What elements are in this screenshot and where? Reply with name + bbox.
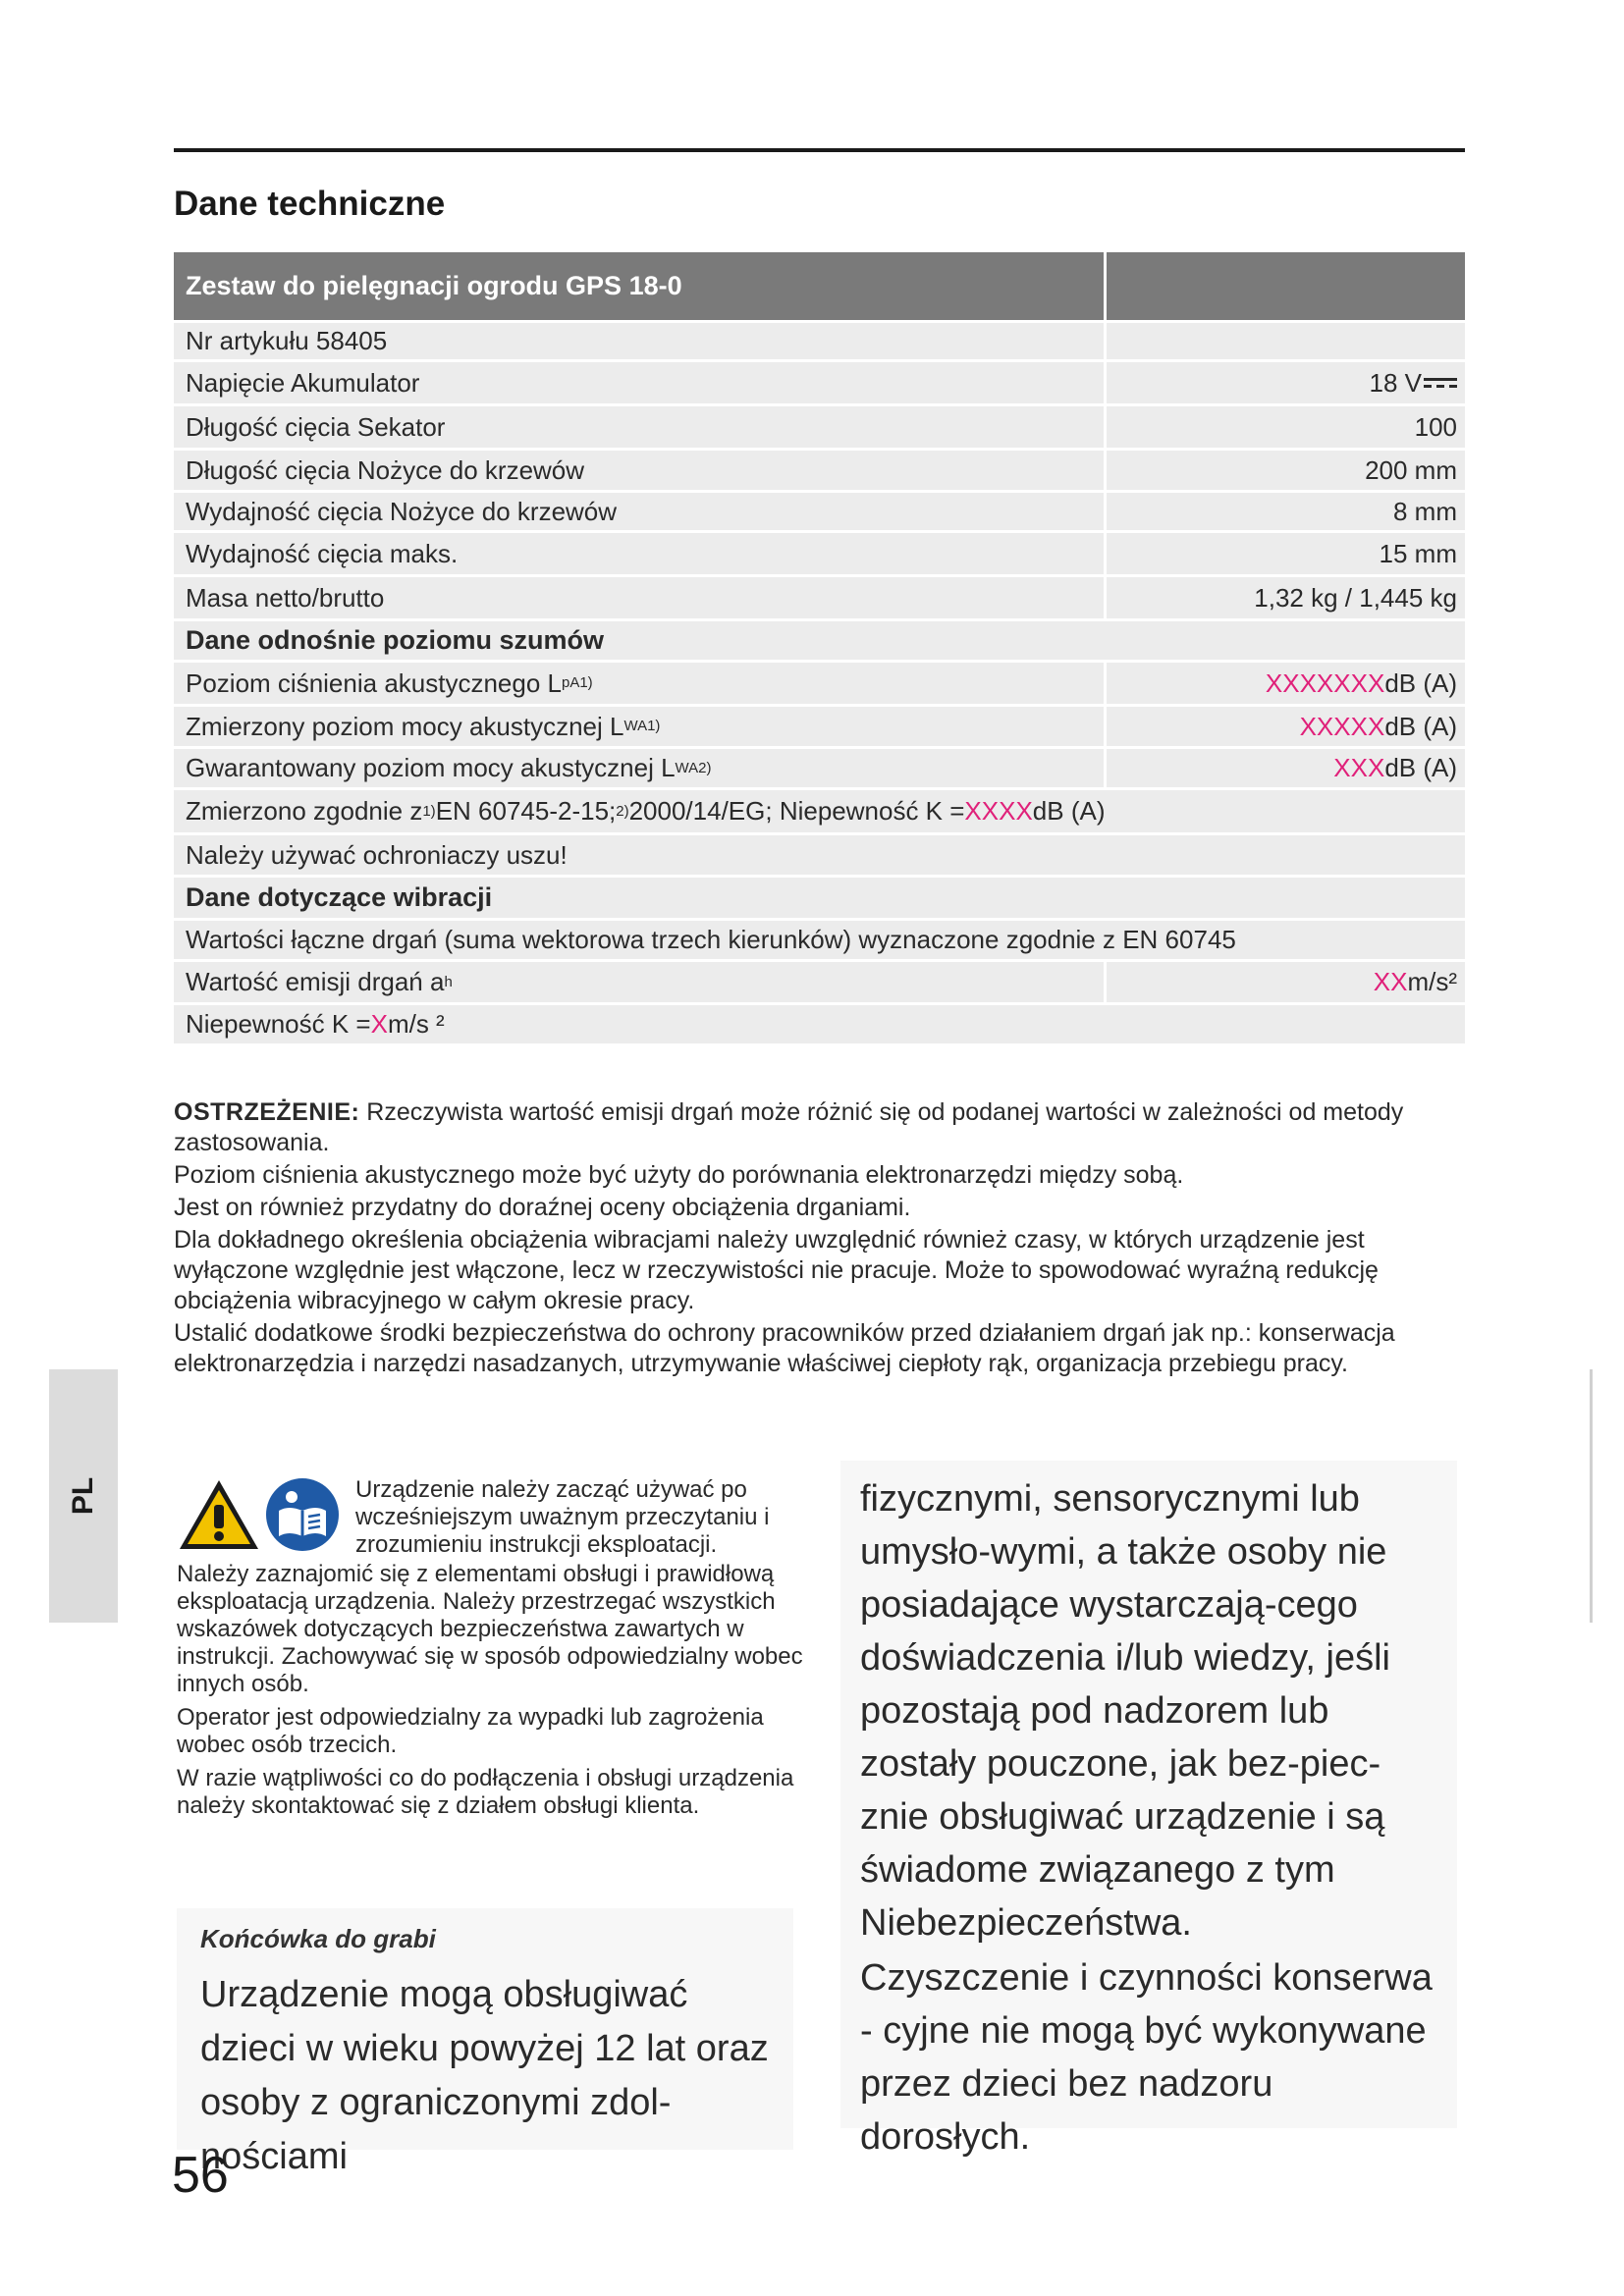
measured-per-standard: Zmierzono zgodnie z 1) EN 60745-2-15; 2) 2000/14/EG; Niepewność K = XXXX dB (A)	[174, 790, 1465, 832]
right-margin-rule	[1590, 1369, 1593, 1623]
emission-label: Wartość emisji drgań a h	[174, 962, 1107, 1002]
vibration-warning	[174, 1097, 1450, 1381]
table-row	[174, 493, 1465, 533]
cut-shears-value: 200 mm	[1107, 451, 1465, 490]
lwa-guaranteed-value: XXX dB (A)	[1107, 749, 1465, 787]
table-row	[174, 451, 1465, 493]
table-row	[174, 362, 1465, 406]
mass-value: 1,32 kg / 1,445 kg	[1107, 577, 1465, 618]
capacity-shears-label: Wydajność cięcia Nożyce do krzewów	[174, 493, 1107, 530]
warning-text-1: Rzeczywista wartość emisji drgań może różnić się od podanej wartości w zależności od metody zastosowania.	[174, 1098, 1404, 1156]
lpa-label: Poziom ciśnienia akustycznego L pA 1)	[174, 663, 1107, 704]
table-row	[174, 406, 1465, 451]
language-tab-label: PL	[67, 1476, 99, 1516]
table-header-empty	[1107, 252, 1465, 320]
warning-text-5: Ustalić dodatkowe środki bezpieczeństwa do ochrony pracowników przed działaniem drgań jak np.: konserwacja elektronarzędzia i narzędzi nasadzanych, utrzymywanie właściwej ciepłoty rąk, organizacja przebiegu pracy.	[174, 1319, 1395, 1377]
table-header-title: Zestaw do pielęgnacji ogrodu GPS 18-0	[174, 252, 1107, 320]
table-row	[174, 749, 1465, 790]
table-row	[174, 835, 1465, 878]
intro-text-2: Operator jest odpowiedzialny za wypadki lub zagrożenia wobec osób trzecich.	[177, 1704, 764, 1758]
mass-label: Masa netto/brutto	[174, 577, 1107, 618]
voltage-value: 18 V	[1107, 362, 1465, 403]
warning-text-3: Jest on również przydatny do doraźnej oceny obciążenia drganiami.	[174, 1194, 911, 1221]
capacity-max-label: Wydajność cięcia maks.	[174, 533, 1107, 574]
table-row	[174, 533, 1465, 577]
ear-protection-note: Należy używać ochroniaczy uszu!	[174, 835, 1465, 875]
usage-text-2: Czyszczenie i czynności konserwa - cyjne nie mogą być wykonywane przez dzieci bez nadzoru dorosłych.	[860, 1957, 1433, 2158]
intro-text-1: Należy zaznajomić się z elementami obsługi i prawidłową eksploatacją urządzenia. Należy przestrzegać wszystkich wskazówek dotyczących bezpieczeństwa zawartych w instrukcji. Zachowywać się w sposób odpowiedzialny wobec innych osób.	[177, 1561, 803, 1697]
spec-table	[174, 252, 1465, 1046]
table-header-row	[174, 252, 1465, 323]
read-manual-icon	[265, 1477, 340, 1552]
intro-first-sentence: Urządzenie należy zacząć używać po wcześniejszym uważnym przeczytaniu i zrozumieniu instrukcji eksploatacji.	[355, 1476, 770, 1558]
table-row	[174, 921, 1465, 962]
table-section-row	[174, 621, 1465, 663]
intro-text-3: W razie wątpliwości co do podłączenia i obsługi urządzenia należy skontaktować się z działem obsługi klienta.	[177, 1765, 794, 1819]
capacity-shears-value: 8 mm	[1107, 493, 1465, 530]
vibration-total-note: Wartości łączne drgań (suma wektorowa trzech kierunków) wyznaczone zgodnie z EN 60745	[174, 921, 1465, 959]
voltage-label: Napięcie Akumulator	[174, 362, 1107, 403]
cut-shears-label: Długość cięcia Nożyce do krzewów	[174, 451, 1107, 490]
section-heading: Dane techniczne	[174, 185, 446, 223]
dc-current-icon	[1424, 377, 1457, 389]
usage-continuation-box	[840, 1461, 1457, 2158]
emission-value: XX m/s²	[1107, 962, 1465, 1002]
table-row	[174, 663, 1465, 707]
capacity-max-value: 15 mm	[1107, 533, 1465, 574]
page-number: 56	[172, 2147, 229, 2204]
lwa-measured-label: Zmierzony poziom mocy akustycznej L WA 1)	[174, 707, 1107, 746]
rake-attachment-box	[177, 1908, 793, 2177]
children-usage-text: Urządzenie mogą obsługiwać dzieci w wieku powyżej 12 lat oraz osoby z ograniczonymi zdol-nościami	[200, 1974, 769, 2177]
table-row	[174, 707, 1465, 749]
noise-section-title: Dane odnośnie poziomu szumów	[174, 621, 1465, 660]
table-row	[174, 577, 1465, 621]
uncertainty-row: Niepewność K = X m/s ²	[174, 1005, 1465, 1043]
intro-body	[177, 1561, 805, 1826]
top-rule	[174, 148, 1465, 152]
warning-text-4: Dla dokładnego określenia obciążenia wibracjami należy uwzględnić również czasy, w których urządzenie jest wyłączone względnie jest włączone, lecz w rzeczywistości nie pracuje. Może to spowodować wyraźną redukcję obciążenia wibracyjnego w całym okresie pracy.	[174, 1226, 1379, 1314]
table-section-row	[174, 878, 1465, 921]
cut-secateur-value: 100	[1107, 406, 1465, 448]
warning-label: OSTRZEŻENIE:	[174, 1098, 360, 1126]
warning-triangle-icon	[177, 1477, 261, 1552]
lwa-guaranteed-label: Gwarantowany poziom mocy akustycznej L WA 2)	[174, 749, 1107, 787]
lwa-measured-value: XXXXX dB (A)	[1107, 707, 1465, 746]
usage-text-1: fizycznymi, sensorycznymi lub umysło-wymi, a także osoby nie posiadające wystarczają-cego doświadczenia i/lub wiedzy, jeśli pozostają pod nadzorem lub zostały pouczone, jak bez-piec-znie obsługiwać urządzenie i są świadome związanego z tym Niebezpieczeństwa.	[860, 1478, 1390, 1944]
table-row	[174, 323, 1465, 362]
table-row	[174, 962, 1465, 1005]
vibration-section-title: Dane dotyczące wibracji	[174, 878, 1465, 918]
cut-secateur-label: Długość cięcia Sekator	[174, 406, 1107, 448]
warning-text-2: Poziom ciśnienia akustycznego może być użyty do porównania elektronarzędzi między sobą.	[174, 1161, 1184, 1189]
table-row	[174, 790, 1465, 835]
table-row	[174, 1005, 1465, 1046]
article-number: Nr artykułu 58405	[174, 323, 1107, 359]
language-tab	[49, 1369, 118, 1623]
rake-subheading: Końcówka do grabi	[200, 1924, 436, 1953]
lpa-value: XXXXXXX dB (A)	[1107, 663, 1465, 704]
